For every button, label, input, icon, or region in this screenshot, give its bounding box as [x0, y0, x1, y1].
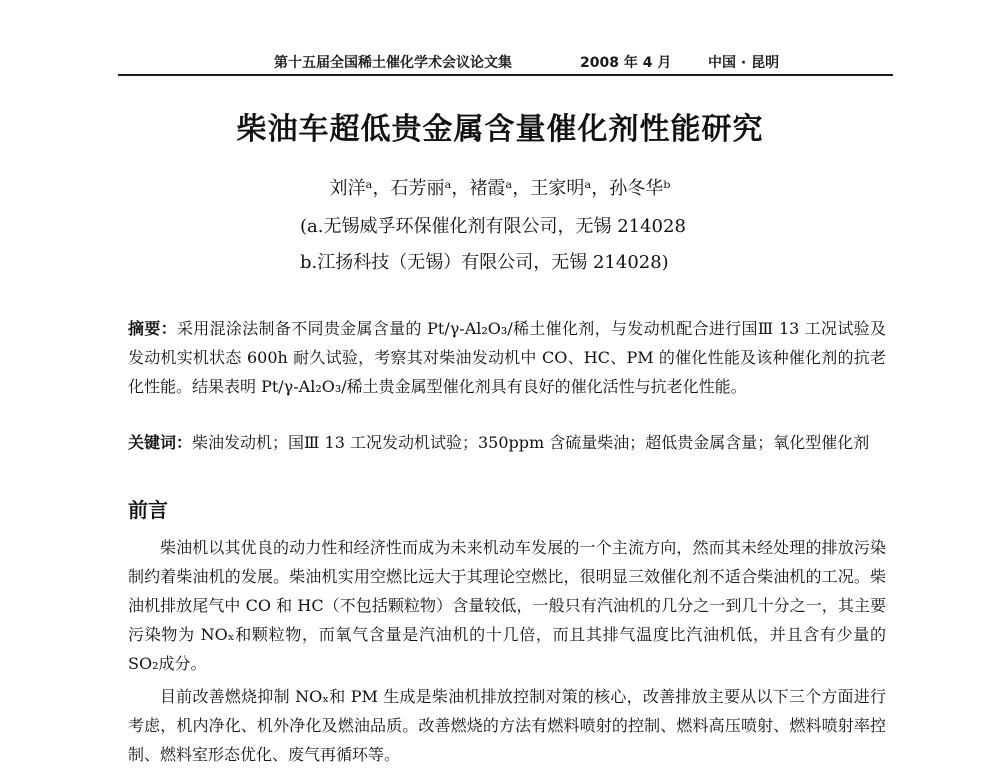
abstract [128, 314, 886, 401]
keywords-text: 柴油发动机；国Ⅲ 13 工况发动机试验；350ppm 含硫量柴油；超低贵金属含量；氧化型催化剂 [192, 433, 870, 452]
abstract-text: 采用混涂法制备不同贵金属含量的 Pt/γ-Al₂O₃/稀土催化剂，与发动机配合进行国Ⅲ 13 工况试验及发动机实机状态 600h 耐久试验，考察其对柴油发动机中 CO、HC、PM 的催化性能及该种催化剂的抗老化性能。结果表明 Pt/γ-Al₂O₃/稀土贵金属型催化剂具有良好的催化活性与抗老化性能。 [128, 319, 886, 396]
abstract-label: 摘要： [128, 319, 177, 338]
running-header [118, 52, 893, 74]
paper-title: 柴油车超低贵金属含量催化剂性能研究 [236, 112, 764, 147]
keywords-label: 关键词： [128, 433, 193, 452]
author-list: 刘洋ᵃ，石芳丽ᵃ，褚霞ᵃ，王家明ᵃ，孙冬华ᵇ [329, 178, 671, 199]
paragraph: 目前改善燃烧抑制 NOₓ和 PM 生成是柴油机排放控制对策的核心，改善排放主要从以下三个方面进行考虑，机内净化、机外净化及燃油品质。改善燃烧的方法有燃料喷射的控制、燃料高压喷射、燃料喷射率控制、燃料室形态优化、废气再循环等。 [128, 687, 886, 764]
paragraph: 柴油机以其优良的动力性和经济性而成为未来机动车发展的一个主流方向，然而其未经处理的排放污染制约着柴油机的发展。柴油机实用空燃比远大于其理论空燃比，很明显三效催化剂不适合柴油机的工况。柴油机排放尾气中 CO 和 HC（不包括颗粒物）含量较低，一般只有汽油机的几分之一到几十分之一，其主要污染物为 NOₓ和颗粒物，而氧气含量是汽油机的十几倍，而且其排气温度比汽油机低，并且含有少量的 SO₂成分。 [128, 538, 886, 673]
keywords [128, 428, 886, 457]
conference-location: 中国 · 昆明 [708, 55, 780, 71]
section-body [128, 533, 886, 773]
section-heading: 前言 [128, 498, 168, 522]
affiliation-a: (a.无锡威孚环保催化剂有限公司，无锡 214028 [300, 216, 686, 237]
header-rule [118, 74, 893, 76]
affiliation-b: b.江扬科技（无锡）有限公司，无锡 214028) [300, 252, 669, 273]
proceedings-name: 第十五届全国稀土催化学术会议论文集 [274, 55, 512, 71]
publication-date: 2008 年 4 月 [580, 55, 672, 71]
